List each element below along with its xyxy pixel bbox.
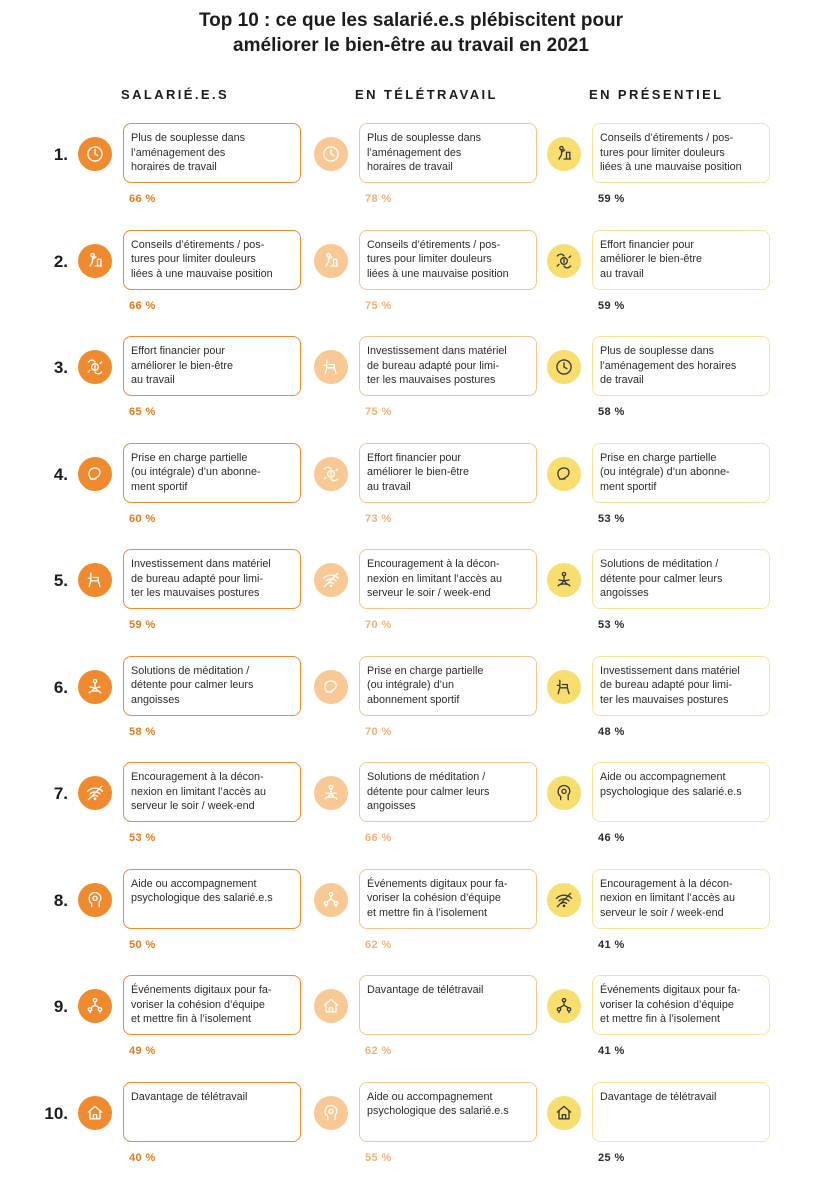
percentage-value: 59 % (598, 193, 625, 205)
ranking-row (0, 975, 822, 1081)
ranking-row (0, 549, 822, 655)
percentage-value: 59 % (129, 619, 156, 631)
measure-label: Prise en charge partielle (ou intégrale) d’un abonne- ment sportif (123, 443, 301, 503)
measure-label: Prise en charge partielle (ou intégrale) d’un abonnement sportif (359, 656, 537, 716)
measure-label: Événements digitaux pour fa- voriser la cohésion d’équipe et mettre fin à l’isolement (123, 975, 301, 1035)
measure-label: Investissement dans matériel de bureau adapté pour limi- ter les mauvaises postures (592, 656, 770, 716)
measure-label: Encouragement à la décon- nexion en limitant l’accès au serveur le soir / week-end (359, 549, 537, 609)
ranking-cell (314, 123, 544, 229)
clock-icon (547, 350, 581, 384)
measure-label: Davantage de télétravail (359, 975, 537, 1035)
ranking-cell (314, 336, 544, 442)
rank-number: 8. (53, 890, 68, 910)
measure-label: Prise en charge partielle (ou intégrale) d’un abonne- ment sportif (592, 443, 770, 503)
money-icon (78, 350, 112, 384)
percentage-value: 66 % (129, 299, 156, 312)
percentage-value: 70 % (365, 619, 392, 631)
ranking-cell (78, 1082, 308, 1188)
measure-label: Aide ou accompagnement psychologique des salarié.e.s (123, 869, 301, 929)
rank-number: 6. (53, 677, 68, 697)
ranking-cell (547, 975, 777, 1081)
stretching-icon (78, 244, 112, 278)
percentage-value: 53 % (598, 512, 625, 525)
ranking-cell (314, 975, 544, 1081)
rank-number: 4. (53, 464, 68, 484)
ranking-cell (78, 336, 308, 442)
measure-label: Investissement dans matériel de bureau adapté pour limi- ter les mauvaises postures (359, 336, 537, 396)
percentage-value: 25 % (598, 1151, 625, 1164)
office-chair-icon (547, 670, 581, 704)
rank-number: 2. (53, 251, 68, 271)
ranking-cell (547, 869, 777, 975)
rank-number: 10. (44, 1103, 68, 1123)
measure-label: Effort financier pour améliorer le bien-être au travail (359, 443, 537, 503)
percentage-value: 53 % (598, 619, 625, 631)
boxing-glove-icon (547, 457, 581, 491)
ranking-cell (547, 443, 777, 549)
measure-label: Encouragement à la décon- nexion en limitant l’accès au serveur le soir / week-end (123, 762, 301, 822)
rank-number: 7. (53, 784, 68, 803)
ranking-cell (78, 123, 308, 229)
measure-label: Effort financier pour améliorer le bien-être au travail (123, 336, 301, 396)
wifi-off-icon (78, 776, 112, 810)
rank-number: 5. (53, 571, 68, 590)
psychology-icon (547, 776, 581, 810)
stretching-icon (547, 137, 581, 171)
psychology-icon (78, 883, 112, 917)
percentage-value: 55 % (365, 1151, 392, 1164)
ranking-cell (547, 123, 777, 229)
ranking-cell (547, 656, 777, 762)
percentage-value: 58 % (598, 406, 625, 418)
measure-label: Plus de souplesse dans l’aménagement des horaires de travail (592, 336, 770, 396)
percentage-value: 50 % (129, 938, 156, 951)
home-icon (547, 1096, 581, 1130)
ranking-cell (314, 656, 544, 762)
measure-label: Encouragement à la décon- nexion en limitant l’accès au serveur le soir / week-end (592, 869, 770, 929)
ranking-row (0, 1082, 822, 1188)
measure-label: Solutions de méditation / détente pour calmer leurs angoisses (359, 762, 537, 822)
team-network-icon (314, 883, 348, 917)
percentage-value: 59 % (598, 299, 625, 312)
wifi-off-icon (314, 563, 348, 597)
ranking-cell (78, 443, 308, 549)
ranking-cell (78, 975, 308, 1081)
meditation-icon (547, 563, 581, 597)
psychology-icon (314, 1096, 348, 1130)
percentage-value: 66 % (365, 832, 392, 844)
ranking-cell (314, 762, 544, 868)
ranking-cell (547, 336, 777, 442)
meditation-icon (314, 776, 348, 810)
percentage-value: 40 % (129, 1151, 156, 1164)
percentage-value: 75 % (365, 406, 392, 418)
ranking-cell (78, 230, 308, 336)
percentage-value: 48 % (598, 725, 625, 738)
title-text: Top 10 : ce que les salarié.e.s plébiscitent pour améliorer le bien-être au travail en 2021 (198, 10, 624, 56)
ranking-cell (78, 549, 308, 655)
percentage-value: 73 % (365, 512, 392, 525)
ranking-cell (314, 443, 544, 549)
percentage-value: 41 % (598, 938, 625, 951)
percentage-value: 62 % (365, 938, 392, 951)
ranking-cell (314, 1082, 544, 1188)
home-icon (314, 989, 348, 1023)
meditation-icon (78, 670, 112, 704)
rank-number: 1. (53, 145, 68, 164)
measure-label: Événements digitaux pour fa- voriser la cohésion d’équipe et mettre fin à l’isolement (359, 869, 537, 929)
ranking-cell (314, 230, 544, 336)
ranking-row (0, 443, 822, 549)
wifi-off-icon (547, 883, 581, 917)
column-header-teletravail: EN TÉLÉTRAVAIL (355, 87, 498, 102)
ranking-row (0, 869, 822, 975)
percentage-value: 78 % (365, 193, 392, 205)
ranking-cell (78, 762, 308, 868)
measure-label: Conseils d’étirements / pos- tures pour limiter douleurs liées à une mauvaise position (123, 230, 301, 290)
measure-label: Conseils d’étirements / pos- tures pour limiter douleurs liées à une mauvaise position (592, 123, 770, 183)
measure-label: Aide ou accompagnement psychologique des salarié.e.s (359, 1082, 537, 1142)
clock-icon (314, 137, 348, 171)
percentage-value: 66 % (129, 193, 156, 205)
percentage-value: 49 % (129, 1045, 156, 1057)
column-header-salaries: SALARIÉ.E.S (121, 87, 230, 102)
percentage-value: 46 % (598, 832, 625, 844)
page-title (0, 8, 822, 58)
ranking-cell (547, 230, 777, 336)
measure-label: Davantage de télétravail (592, 1082, 770, 1142)
ranking-row (0, 230, 822, 336)
percentage-value: 60 % (129, 512, 156, 525)
measure-label: Solutions de méditation / détente pour calmer leurs angoisses (592, 549, 770, 609)
measure-label: Plus de souplesse dans l’aménagement des horaires de travail (123, 123, 301, 183)
measure-label: Effort financier pour améliorer le bien-être au travail (592, 230, 770, 290)
measure-label: Aide ou accompagnement psychologique des salarié.e.s (592, 762, 770, 822)
rank-number: 3. (53, 358, 68, 377)
percentage-value: 65 % (129, 406, 156, 418)
ranking-cell (78, 869, 308, 975)
ranking-row (0, 336, 822, 442)
team-network-icon (78, 989, 112, 1023)
measure-label: Investissement dans matériel de bureau adapté pour limi- ter les mauvaises postures (123, 549, 301, 609)
money-icon (314, 457, 348, 491)
ranking-row (0, 123, 822, 229)
stretching-icon (314, 244, 348, 278)
ranking-cell (547, 549, 777, 655)
ranking-cell (314, 549, 544, 655)
boxing-glove-icon (314, 670, 348, 704)
measure-label: Davantage de télétravail (123, 1082, 301, 1142)
measure-label: Événements digitaux pour fa- voriser la cohésion d’équipe et mettre fin à l’isolement (592, 975, 770, 1035)
office-chair-icon (314, 350, 348, 384)
home-icon (78, 1096, 112, 1130)
clock-icon (78, 137, 112, 171)
column-header-presentiel: EN PRÉSENTIEL (589, 87, 724, 102)
team-network-icon (547, 989, 581, 1023)
ranking-row (0, 762, 822, 868)
percentage-value: 62 % (365, 1045, 392, 1057)
ranking-cell (547, 762, 777, 868)
boxing-glove-icon (78, 457, 112, 491)
measure-label: Plus de souplesse dans l’aménagement des horaires de travail (359, 123, 537, 183)
ranking-cell (314, 869, 544, 975)
ranking-row (0, 656, 822, 762)
ranking-cell (78, 656, 308, 762)
ranking-cell (547, 1082, 777, 1188)
percentage-value: 70 % (365, 725, 392, 738)
percentage-value: 75 % (365, 299, 392, 312)
percentage-value: 41 % (598, 1045, 625, 1057)
percentage-value: 58 % (129, 725, 156, 738)
measure-label: Solutions de méditation / détente pour calmer leurs angoisses (123, 656, 301, 716)
percentage-value: 53 % (129, 832, 156, 844)
rank-number: 9. (53, 997, 68, 1016)
office-chair-icon (78, 563, 112, 597)
money-icon (547, 244, 581, 278)
measure-label: Conseils d’étirements / pos- tures pour limiter douleurs liées à une mauvaise position (359, 230, 537, 290)
